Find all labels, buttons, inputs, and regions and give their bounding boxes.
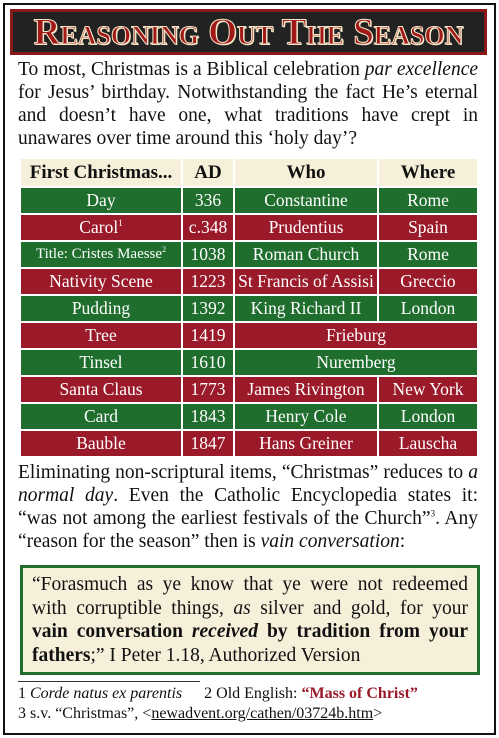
table-header-row — [20, 158, 478, 187]
cell-first: Santa Claus — [20, 376, 182, 403]
table-row — [20, 241, 478, 268]
quote-bold-2: by tradition from your fathers — [32, 621, 469, 666]
cell-first: Pudding — [20, 295, 182, 322]
para2-text-b: . Even the Catholic Encyclopedia states it: “was not among the earliest festivals of the Church” — [18, 485, 479, 529]
cell-ad: 1773 — [182, 376, 234, 403]
cell-where: London — [378, 295, 478, 322]
quote-text-b: silver and gold, for your — [250, 597, 468, 619]
cell-first: Day — [20, 187, 182, 214]
cell-first-text: Carol — [79, 217, 119, 237]
cell-ad: 1038 — [182, 241, 234, 268]
footnote-2-mass: “Mass of Christ” — [301, 685, 418, 702]
cell-ad: 336 — [182, 187, 234, 214]
page-title: Reasoning Out The Season — [33, 11, 464, 53]
para2-text-d: : — [399, 531, 406, 552]
cell-who-where: Frieburg — [234, 322, 478, 349]
table-row — [20, 322, 478, 349]
footnote-1-number: 1 — [18, 685, 30, 702]
cell-who: Prudentius — [234, 214, 378, 241]
para2-vain-conversation: vain conversation — [260, 531, 400, 552]
footnote-ref: 3 — [430, 508, 436, 519]
cell-ad: 1419 — [182, 322, 234, 349]
cell-where: Rome — [378, 241, 478, 268]
para2-text-a: Eliminating non-scriptural items, “Christmas” reduces to — [18, 462, 469, 483]
scripture-quote-box — [20, 565, 480, 675]
cell-first: Tree — [20, 322, 182, 349]
table-row — [20, 214, 478, 241]
footnote-3-link[interactable]: newadvent.org/cathen/03724b.htm — [151, 705, 374, 722]
footnote-2-prefix: 2 Old English: — [204, 685, 302, 702]
footnote-1-text: Corde natus ex parentis — [30, 685, 183, 702]
cell-first: Tinsel — [20, 349, 182, 376]
para2-text-c: . Any “reason for the season” then is — [18, 508, 478, 552]
cell-ad: 1847 — [182, 430, 234, 457]
header-first: First Christmas... — [20, 158, 182, 187]
para2-normal-day: a normal day — [18, 462, 478, 506]
footnote-line-1 — [18, 684, 418, 703]
table-row — [20, 268, 478, 295]
cell-ad: 1843 — [182, 403, 234, 430]
intro-text-2: for Jesus’ birthday. Notwithstanding the fact He’s eternal and doesn’t have one, what traditions have crept in unawares over time around this ‘holy day’? — [18, 82, 478, 149]
quote-reference: ;” I Peter 1.18, Authorized Version — [90, 644, 361, 666]
traditions-table — [19, 157, 479, 458]
cell-first: Card — [20, 403, 182, 430]
cell-ad: 1610 — [182, 349, 234, 376]
cell-where: New York — [378, 376, 478, 403]
header-where: Where — [378, 158, 478, 187]
cell-who: St Francis of Assisi — [234, 268, 378, 295]
cell-ad: c.348 — [182, 214, 234, 241]
footnote-line-2 — [18, 704, 382, 723]
cell-where: London — [378, 403, 478, 430]
cell-ad: 1392 — [182, 295, 234, 322]
table-row — [20, 187, 478, 214]
header-who: Who — [234, 158, 378, 187]
cell-first — [20, 214, 182, 241]
cell-first — [20, 241, 182, 268]
intro-paragraph — [18, 58, 478, 150]
cell-who: King Richard II — [234, 295, 378, 322]
quote-received: received — [191, 621, 258, 642]
footnote-3-suffix: > — [373, 705, 383, 722]
footnote-divider — [18, 681, 200, 682]
cell-ad: 1223 — [182, 268, 234, 295]
cell-first: Nativity Scene — [20, 268, 182, 295]
table-row — [20, 430, 478, 457]
conclusion-paragraph — [18, 461, 478, 553]
footnote-3-prefix: 3 s.v. “Christmas”, < — [18, 705, 152, 722]
cell-who: James Rivington — [234, 376, 378, 403]
quote-bold-1: vain conversation — [32, 621, 192, 642]
quote-as: as — [233, 597, 251, 619]
cell-first-text: Title: Cristes Maesse — [35, 246, 163, 262]
title-banner — [10, 9, 487, 55]
cell-who: Henry Cole — [234, 403, 378, 430]
cell-where: Rome — [378, 187, 478, 214]
table-row — [20, 403, 478, 430]
cell-who: Hans Greiner — [234, 430, 378, 457]
quote-text-a: “Forasmuch as ye know that ye were not redeemed with corruptible things, — [32, 574, 468, 619]
footnote-ref: 2 — [162, 245, 167, 254]
cell-who: Roman Church — [234, 241, 378, 268]
header-ad: AD — [182, 158, 234, 187]
cell-where: Lauscha — [378, 430, 478, 457]
footnote-ref: 1 — [118, 218, 123, 229]
cell-who-where: Nuremberg — [234, 349, 478, 376]
table-row — [20, 295, 478, 322]
intro-text-1: To most, Christmas is a Biblical celebration — [18, 59, 365, 80]
cell-first: Bauble — [20, 430, 182, 457]
cell-where: Spain — [378, 214, 478, 241]
cell-who: Constantine — [234, 187, 378, 214]
cell-where: Greccio — [378, 268, 478, 295]
table-row — [20, 376, 478, 403]
intro-par-excellence: par excellence — [364, 59, 478, 80]
table-row — [20, 349, 478, 376]
